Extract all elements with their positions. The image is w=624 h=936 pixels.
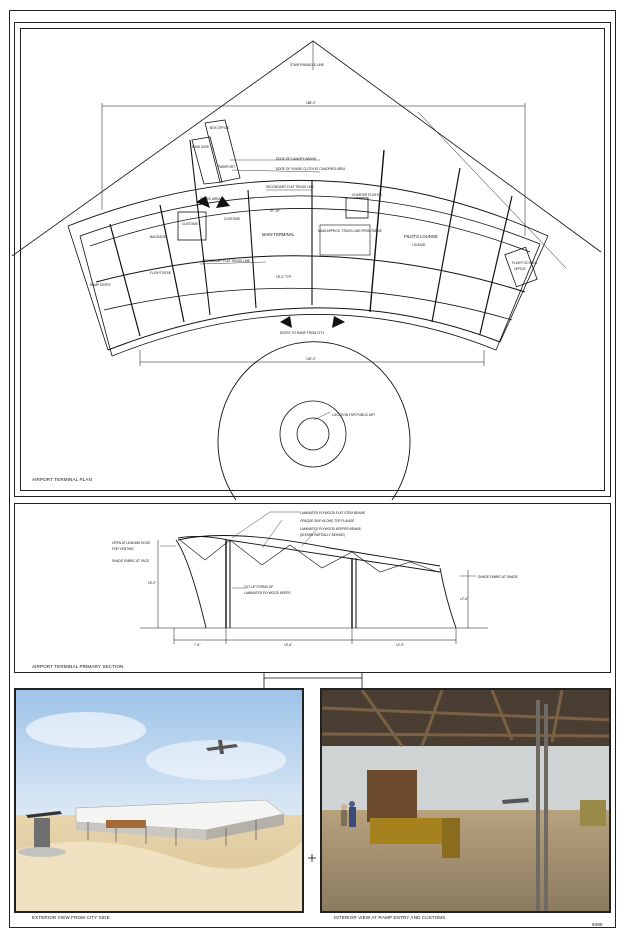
main-truss-label: MAIN APPROX. TRUSS LINE FROM RIDGE: [318, 229, 382, 233]
passport-label: PASSPORT: [218, 165, 236, 169]
customs-label-2: CUSTOMS: [224, 217, 240, 221]
baggage-label: BAGGAGE: [150, 235, 166, 239]
section-label-1: LAMINATED PLYWOOD FLAT STEM BEAMS: [300, 511, 366, 515]
section-height-left: 16'-0": [148, 581, 157, 585]
charter-label: CHARTER FLIGHTS: [352, 193, 382, 197]
sheet-number: 9495: [592, 922, 603, 927]
interior-title: INTERIOR VIEW AT RAMP ENTRY AND CUSTOMS: [334, 915, 446, 920]
exterior-title: EXTERIOR VIEW FROM CITY SIDE: [32, 915, 110, 920]
section-label-2: OPAQUE SKIP ALONG TOP FLANGE: [300, 519, 355, 523]
section-shade-right: SHADE FABRIC AT SHADE: [478, 575, 518, 579]
span-dim: 37'-10": [270, 209, 280, 213]
shade-cloth-label: EDGE OF SHADE CLOTH AT CANOPIED AREA: [276, 167, 346, 171]
exterior-view-render: [15, 689, 303, 912]
section-label-3: LAMINATED PLYWOOD KEEPER BEAMS: [300, 527, 361, 531]
section-tilt-label-b: LAMINATED PLYWOOD KEEPS: [244, 591, 291, 595]
section-tilt-label: TILT-UP FORMS OF: [244, 585, 274, 589]
flight-school-label: FLIGHT SCHOOL: [512, 261, 538, 265]
flight-desk-label: FLIGHT DESK: [150, 271, 171, 275]
section-height-right: 12'-6": [460, 597, 469, 601]
box-office-label: BOX OFFICE: [210, 126, 230, 130]
section-dim-3: 12'-9": [396, 643, 405, 647]
pilot-sub-label: LOUNGE: [412, 243, 426, 247]
plan-title: AIRPORT TERMINAL PLAN: [32, 477, 92, 482]
flight-school-sub: OFFICE: [514, 267, 526, 271]
ramp-label: RAMP ENTRY: [90, 283, 111, 287]
pilots-lounge-label: PILOTS LOUNGE: [404, 234, 438, 239]
section-label-3b: (SHOWN PARTIALLY BEHIND): [300, 533, 345, 537]
section-dim-1: 7'-6": [194, 643, 201, 647]
section-left-label-a: OPEN AT LEADING EDGE: [112, 541, 151, 545]
section-title: AIRPORT TERMINAL PRIMARY SECTION: [32, 664, 124, 669]
customs-label: CUSTOMS: [182, 222, 198, 226]
entry-arrows-label: ENTRY TO RAMP FROM CITY: [280, 331, 325, 335]
plan-top-label: STAIR PINNACLE LINE: [290, 63, 324, 67]
main-terminal-label: MAIN TERMINAL: [262, 232, 295, 237]
canopy-label: EDGE OF CANOPY ABOVE: [276, 157, 317, 161]
plan-bottom-dim: 130'-0": [306, 357, 316, 361]
secondary-truss-label: SECONDARY FLAT TRUSS LINE: [266, 185, 315, 189]
section-dim-2: 19'-6": [284, 643, 293, 647]
public-art-label: LOCATION FOR PUBLIC ART: [332, 413, 376, 417]
interior-view-render: [321, 689, 610, 912]
section-shade-left: SHADE FABRIC AT FACE: [112, 559, 150, 563]
check-area-label: CHECK AREA: [200, 197, 221, 201]
main-gate-label: MAIN GATE: [192, 145, 210, 149]
section-left-label-b: FOR VENTING: [112, 547, 134, 551]
flight-dim: 18'-0" TYP.: [276, 275, 292, 279]
plan-overall-dim: 188'-0": [306, 101, 316, 105]
secondary-truss-label-2: SECONDARY FLAT TRUSS LINE: [202, 259, 251, 263]
